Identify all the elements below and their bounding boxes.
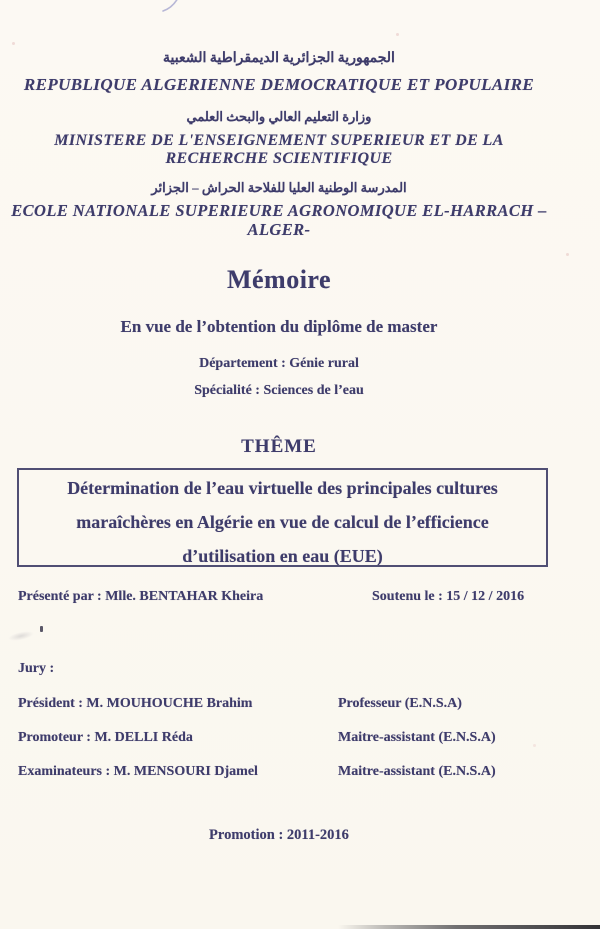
ink-smudge	[7, 629, 34, 642]
ink-speck	[40, 626, 43, 632]
thesis-title-line-1: Détermination de l’eau virtuelle des principales cultures	[67, 478, 498, 498]
scan-speckle	[12, 42, 15, 45]
arabic-republic-line: الجمهورية الجزائرية الديمقراطية الشعبية	[163, 51, 395, 66]
jury-title-examinateur: Maitre-assistant (E.N.S.A)	[338, 764, 496, 779]
jury-role-examinateur: Examinateurs : M. MENSOURI Djamel	[18, 764, 258, 779]
ministry-title-line-2: RECHERCHE SCIENTIFIQUE	[165, 150, 393, 167]
promotion-line: Promotion : 2011-2016	[209, 827, 349, 843]
presented-by-line: Présenté par : Mlle. BENTAHAR Kheira	[18, 589, 264, 604]
department-line: Département : Génie rural	[199, 356, 359, 371]
degree-purpose-line: En vue de l’obtention du diplôme de master	[120, 317, 438, 336]
scan-speckle	[566, 253, 569, 256]
arabic-school-line: المدرسة الوطنية العليا للفلاحة الحراش – الجزائر	[151, 180, 407, 195]
republic-title-line: REPUBLIQUE ALGERIENNE DEMOCRATIQUE ET POPULAIRE	[23, 75, 535, 94]
thesis-title-line-3: d’utilisation en eau (EUE)	[182, 546, 383, 566]
jury-title-promoteur: Maitre-assistant (E.N.S.A)	[338, 730, 496, 745]
theme-heading: THÊME	[241, 436, 317, 457]
defense-date-line: Soutenu le : 15 / 12 / 2016	[372, 589, 525, 604]
jury-title-president: Professeur (E.N.S.A)	[338, 696, 462, 711]
school-name-line-1: ECOLE NATIONALE SUPERIEURE AGRONOMIQUE EL-HARRACH –	[11, 201, 547, 220]
jury-role-president: Président : M. MOUHOUCHE Brahim	[18, 696, 253, 711]
pen-stroke-mark	[152, 0, 192, 16]
scan-speckle	[396, 33, 399, 36]
scan-speckle	[533, 744, 536, 747]
speciality-line: Spécialité : Sciences de l’eau	[194, 383, 364, 398]
thesis-title-line-2: maraîchères en Algérie en vue de calcul de l’efficience	[76, 512, 489, 532]
jury-role-promoteur: Promoteur : M. DELLI Réda	[18, 730, 193, 745]
ministry-title-line-1: MINISTERE DE L'ENSEIGNEMENT SUPERIEUR ET DE LA	[54, 132, 504, 149]
school-name-line-2: ALGER-	[247, 220, 311, 239]
arabic-ministry-line: وزارة التعليم العالي والبحث العلمي	[186, 109, 372, 124]
document-type-title: Mémoire	[226, 265, 332, 294]
jury-heading: Jury :	[18, 661, 55, 676]
scanner-edge-artifact	[338, 925, 600, 929]
thesis-title-box	[17, 468, 548, 567]
